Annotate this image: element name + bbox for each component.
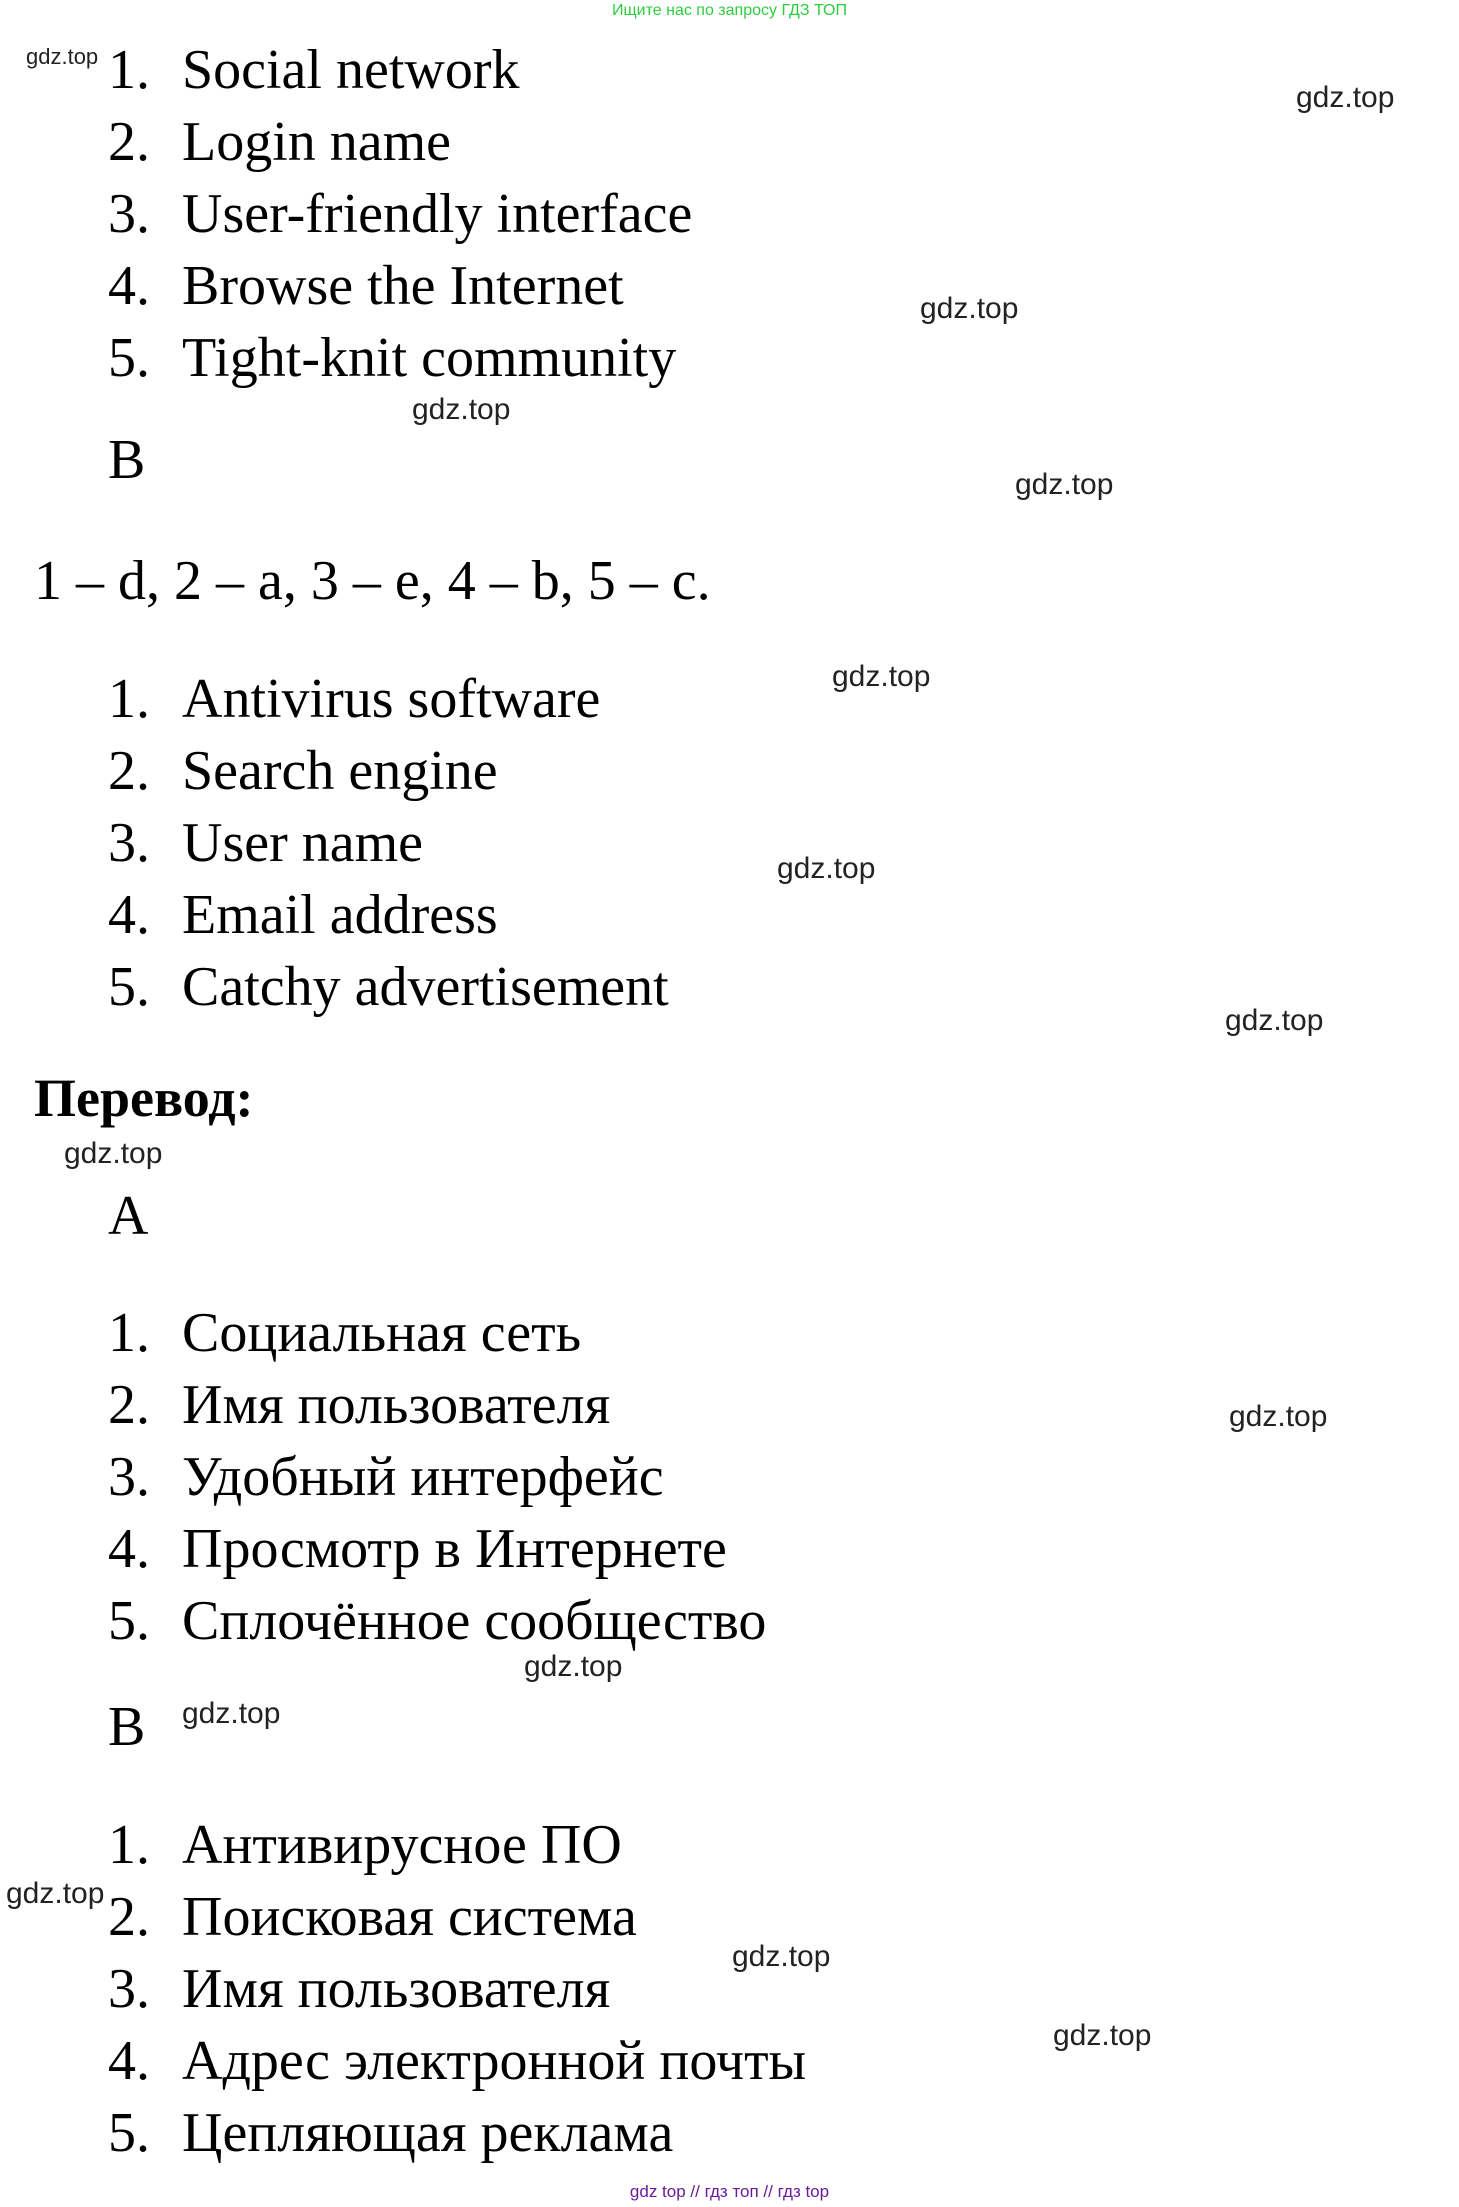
list-item (108, 1441, 766, 1513)
item-number: 1. (108, 1814, 150, 1876)
item-number: 4. (108, 884, 150, 946)
item-number: 4. (108, 255, 150, 317)
russian-list-b (108, 1809, 806, 2169)
list-item (108, 735, 669, 807)
watermark: gdz.top (832, 660, 931, 693)
list-item (108, 1585, 766, 1657)
item-number: 3. (108, 183, 150, 245)
english-list-b (108, 663, 669, 1023)
item-text: Антивирусное ПО (182, 1814, 622, 1876)
russian-list-a (108, 1297, 766, 1657)
item-text: User name (182, 812, 424, 874)
item-text: Имя пользователя (182, 1958, 611, 2020)
english-list-a (108, 34, 692, 394)
item-number: 1. (108, 39, 150, 101)
item-text: Социальная сеть (182, 1302, 582, 1364)
item-number: 4. (108, 1518, 150, 1580)
bottom-banner: gdz top // гдз топ // гдз top (629, 2182, 830, 2201)
watermark: gdz.top (182, 1697, 281, 1730)
item-number: 1. (108, 1302, 150, 1364)
watermark: gdz.top (1296, 81, 1395, 114)
watermark: gdz.top (920, 292, 1019, 325)
item-number: 2. (108, 1886, 150, 1948)
item-text: Имя пользователя (182, 1374, 611, 1436)
list-item (108, 1297, 766, 1369)
watermark: gdz.top (1015, 468, 1114, 501)
watermark: gdz.top (26, 44, 99, 69)
item-number: 5. (108, 327, 150, 389)
answer-key: 1 – d, 2 – a, 3 – e, 4 – b, 5 – c. (34, 550, 711, 612)
item-number: 5. (108, 956, 150, 1018)
list-item (108, 1809, 806, 1881)
item-text: Search engine (182, 740, 498, 802)
list-item (108, 663, 669, 735)
list-item (108, 322, 692, 394)
list-item (108, 1513, 766, 1585)
watermark: gdz.top (6, 1877, 105, 1910)
item-number: 3. (108, 1446, 150, 1508)
translation-letter-a: A (108, 1185, 149, 1247)
item-text: Antivirus software (182, 668, 601, 730)
item-text: Сплочённое сообщество (182, 1590, 767, 1652)
item-text: Catchy advertisement (182, 956, 669, 1018)
section-letter-b: B (108, 429, 146, 491)
list-item (108, 2025, 806, 2097)
watermark: gdz.top (777, 852, 876, 885)
watermark: gdz.top (1229, 1400, 1328, 1433)
watermark: gdz.top (524, 1650, 623, 1683)
item-text: Просмотр в Интернете (182, 1518, 727, 1580)
item-number: 2. (108, 1374, 150, 1436)
watermark: gdz.top (64, 1137, 163, 1170)
item-number: 4. (108, 2030, 150, 2092)
list-item (108, 1881, 806, 1953)
translation-heading: Перевод: (34, 1068, 254, 1128)
top-banner: Ищите нас по запросу ГДЗ ТОП (612, 2, 847, 19)
watermark: gdz.top (1225, 1004, 1324, 1037)
list-item (108, 1369, 766, 1441)
list-item (108, 1953, 806, 2025)
list-item (108, 106, 692, 178)
item-text: Login name (182, 111, 452, 173)
list-item (108, 250, 692, 322)
item-text: Social network (182, 39, 520, 101)
watermark: gdz.top (412, 393, 511, 426)
item-text: Email address (182, 884, 498, 946)
item-number: 5. (108, 2102, 150, 2164)
list-item (108, 807, 669, 879)
list-item (108, 2097, 806, 2169)
item-number: 2. (108, 111, 150, 173)
item-text: Цепляющая реклама (182, 2102, 674, 2164)
item-text: Удобный интерфейс (182, 1446, 664, 1508)
item-text: Поисковая система (182, 1886, 637, 1948)
item-number: 3. (108, 812, 150, 874)
watermark: gdz.top (732, 1940, 831, 1973)
list-item (108, 951, 669, 1023)
item-text: Browse the Internet (182, 255, 624, 317)
list-item (108, 34, 692, 106)
item-number: 5. (108, 1590, 150, 1652)
item-number: 1. (108, 668, 150, 730)
item-text: User-friendly interface (182, 183, 693, 245)
list-item (108, 879, 669, 951)
translation-letter-b: B (108, 1696, 146, 1758)
item-number: 2. (108, 740, 150, 802)
watermark: gdz.top (1053, 2019, 1152, 2052)
item-text: Tight-knit community (182, 327, 677, 389)
item-text: Адрес электронной почты (182, 2030, 807, 2092)
item-number: 3. (108, 1958, 150, 2020)
list-item (108, 178, 692, 250)
